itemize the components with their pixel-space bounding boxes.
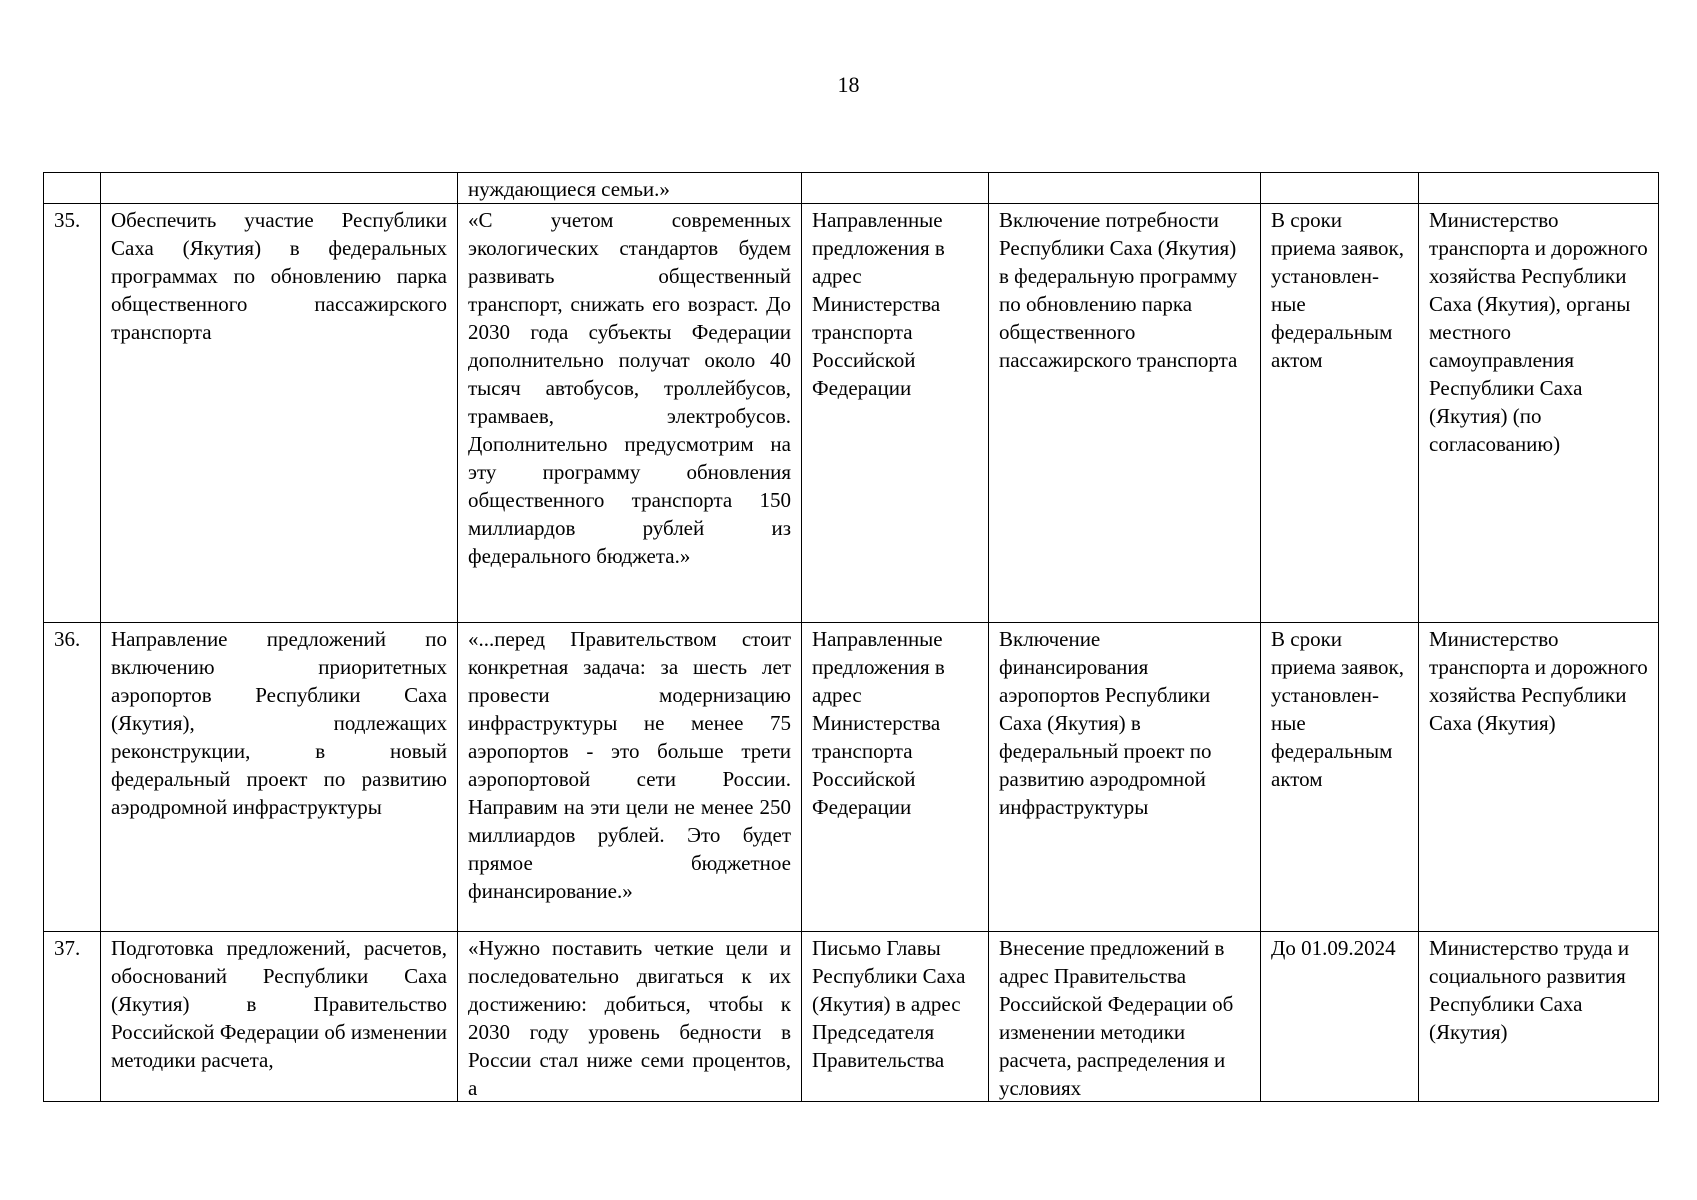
deadline-cell — [1261, 932, 1419, 1102]
deadline-text: В сроки приема заявок, установлен-ные федеральным актом — [1271, 208, 1405, 372]
table-row — [44, 932, 1659, 1102]
action-cell — [101, 932, 458, 1102]
responsible-text: Министерство транспорта и дорожного хозяйства Республики Саха (Якутия), органы местного самоуправления Республики Саха (Якутия) (по согласованию) — [1429, 208, 1648, 456]
indicator-cell — [989, 173, 1261, 204]
responsible-cell — [1419, 173, 1659, 204]
responsible-text: Министерство труда и социального развития Республики Саха (Якутия) — [1429, 936, 1630, 1044]
responsible-cell — [1419, 204, 1659, 623]
result-text: Направленные предложения в адрес Министерства транспорта Российской Федерации — [812, 627, 945, 819]
row-number: 37. — [54, 936, 81, 960]
action-cell — [101, 173, 458, 204]
indicator-cell — [989, 623, 1261, 932]
quote-cell — [458, 173, 802, 204]
responsible-text: Министерство транспорта и дорожного хозяйства Республики Саха (Якутия) — [1429, 627, 1648, 735]
action-text: Направление предложений по включению приоритетных аэропортов Республики Саха (Якутия), подлежащих реконструкции, в новый федеральный проект по развитию аэродромной инфраструктуры — [111, 627, 447, 819]
quote-text: нуждающиеся семьи.» — [468, 177, 670, 201]
quote-cell — [458, 623, 802, 932]
result-text: Направленные предложения в адрес Министерства транспорта Российской Федерации — [812, 208, 945, 400]
quote-cell — [458, 204, 802, 623]
row-number-cell — [44, 932, 101, 1102]
table-row — [44, 204, 1659, 623]
row-number: 36. — [54, 627, 81, 651]
quote-cell — [458, 932, 802, 1102]
row-number: 35. — [54, 208, 81, 232]
quote-text: «Нужно поставить четкие цели и последовательно двигаться к их достижению: добиться, чтобы к 2030 году уровень бедности в России стал ниже семи процентов, а — [468, 936, 791, 1100]
quote-text: «С учетом современных экологических стандартов будем развивать общественный транспорт, снижать его возраст. До 2030 года субъекты Федерации дополнительно получат около 40 тысяч автобусов, троллейбусов, трамваев, электробусов. Дополнительно предусмотрим на эту программу обновления общественного транспорта 150 миллиардов рублей из федерального бюджета.» — [468, 208, 791, 568]
action-plan-table — [43, 172, 1659, 1102]
indicator-text: Включение потребности Республики Саха (Якутия) в федеральную программу по обновлению парка общественного пассажирского транспорта — [999, 208, 1238, 372]
indicator-cell — [989, 932, 1261, 1102]
action-cell — [101, 623, 458, 932]
row-number-cell — [44, 173, 101, 204]
page-number: 18 — [837, 72, 860, 97]
responsible-cell — [1419, 932, 1659, 1102]
deadline-text: В сроки приема заявок, установлен-ные федеральным актом — [1271, 627, 1405, 791]
deadline-cell — [1261, 204, 1419, 623]
action-cell — [101, 204, 458, 623]
result-text: Письмо Главы Республики Саха (Якутия) в адрес Председателя Правительства — [812, 936, 966, 1072]
quote-text: «...перед Правительством стоит конкретная задача: за шесть лет провести модернизацию инфраструктуры не менее 75 аэропортов - это больше трети аэропортовой сети России. Направим на эти цели не менее 250 миллиардов рублей. Это будет прямое бюджетное финансирование.» — [468, 627, 791, 903]
result-cell — [802, 204, 989, 623]
row-number-cell — [44, 623, 101, 932]
table-row — [44, 623, 1659, 932]
responsible-cell — [1419, 623, 1659, 932]
deadline-cell — [1261, 623, 1419, 932]
row-number-cell — [44, 204, 101, 623]
result-cell — [802, 932, 989, 1102]
action-text: Обеспечить участие Республики Саха (Якутия) в федеральных программах по обновлению парка общественного пассажирского транспорта — [111, 208, 447, 344]
deadline-cell — [1261, 173, 1419, 204]
deadline-text: До 01.09.2024 — [1271, 936, 1396, 960]
indicator-cell — [989, 204, 1261, 623]
indicator-text: Внесение предложений в адрес Правительства Российской Федерации об изменении методики расчета, распределения и условиях — [999, 936, 1234, 1100]
table-row — [44, 173, 1659, 204]
result-cell — [802, 173, 989, 204]
result-cell — [802, 623, 989, 932]
action-text: Подготовка предложений, расчетов, обоснований Республики Саха (Якутия) в Правительство Российской Федерации об изменении методики расчета, — [111, 936, 447, 1072]
indicator-text: Включение финансирования аэропортов Республики Саха (Якутия) в федеральный проект по развитию аэродромной инфраструктуры — [999, 627, 1212, 819]
